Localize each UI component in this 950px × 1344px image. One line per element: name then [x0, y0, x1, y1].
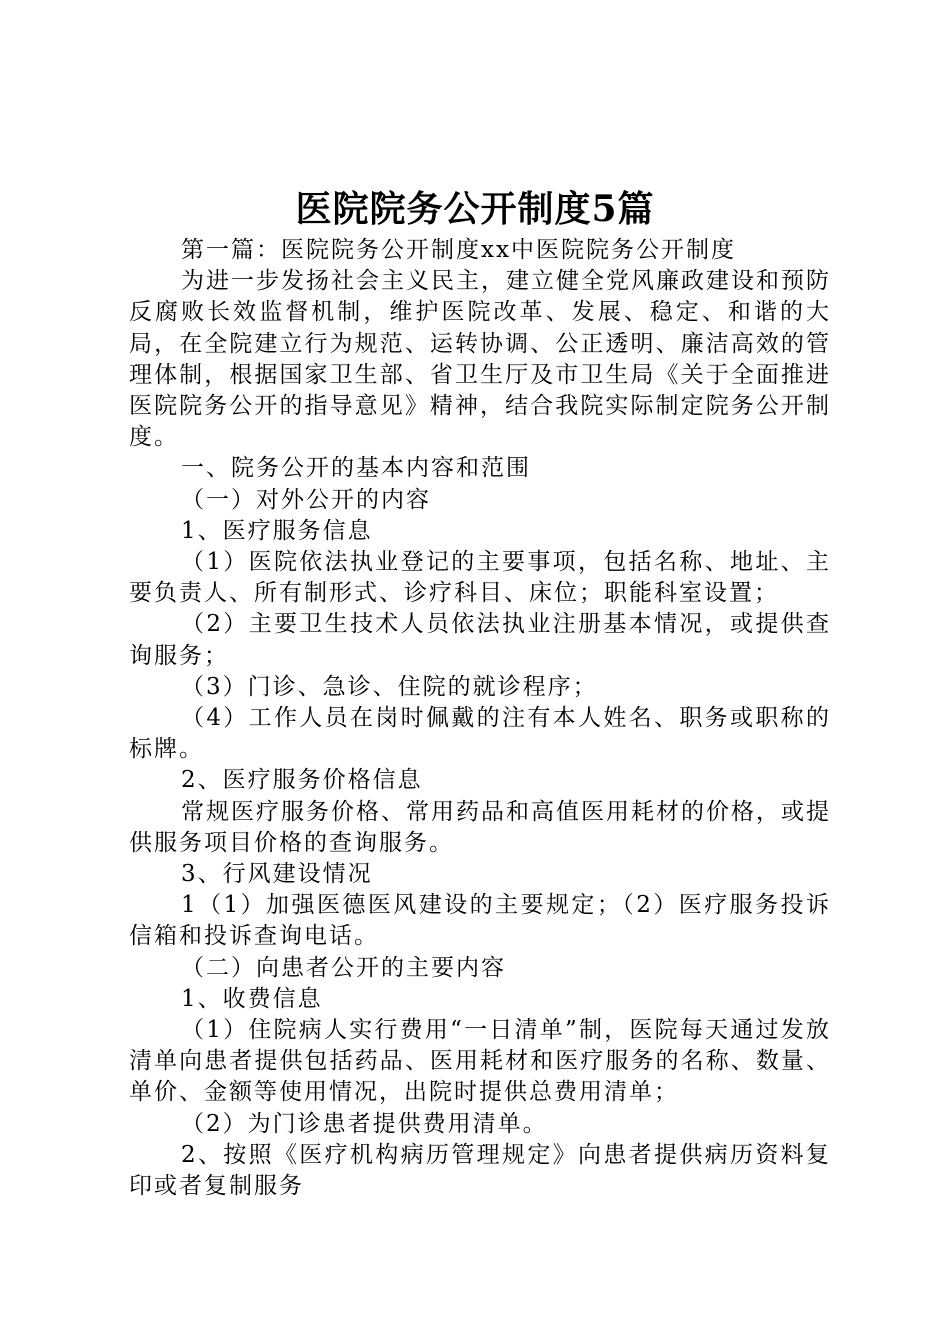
list-heading: 1、医疗服务信息 — [181, 517, 373, 544]
list-item: （3）门诊、急诊、住院的就诊程序； — [181, 673, 598, 700]
list-item: （2）主要卫生技术人员依法执业注册基本情况，或提供查询服务； — [129, 611, 831, 669]
list-heading: 3、行风建设情况 — [181, 861, 373, 888]
paragraph: 1（1）加强医德医风建设的主要规定；（2）医疗服务投诉信箱和投诉查询电话。 — [129, 892, 831, 950]
paragraph: 为进一步发扬社会主义民主，建立健全党风廉政建设和预防反腐败长效监督机制，维护医院改革、发展、稳定、和谐的大局，在全院建立行为规范、运转协调、公正透明、廉洁高效的管理体制，根据国家卫生部、省卫生厅及市卫生局《关于全面推进医院院务公开的指导意见》精神，结合我院实际制定院务公开制度。 — [129, 268, 831, 451]
subsection-heading: （一）对外公开的内容 — [181, 486, 431, 513]
paragraph: 常规医疗服务价格、常用药品和高值医用耗材的价格，或提供服务项目价格的查询服务。 — [129, 798, 831, 856]
section-heading: 一、院务公开的基本内容和范围 — [181, 455, 531, 482]
subsection-heading: （二）向患者公开的主要内容 — [181, 954, 506, 981]
list-item: （4）工作人员在岗时佩戴的注有本人姓名、职务或职称的标牌。 — [129, 705, 831, 763]
document-body — [129, 235, 831, 1202]
list-heading: 2、按照《医疗机构病历管理规定》向患者提供病历资料复印或者复制服务 — [129, 1141, 831, 1200]
list-heading: 1、收费信息 — [181, 985, 323, 1012]
list-item: （2）为门诊患者提供费用清单。 — [181, 1110, 548, 1137]
list-item: （1）医院依法执业登记的主要事项，包括名称、地址、主要负责人、所有制形式、诊疗科目、床位；职能科室设置； — [129, 549, 831, 607]
list-heading: 2、医疗服务价格信息 — [181, 767, 423, 794]
section-heading: 第一篇：医院院务公开制度xx中医院院务公开制度 — [181, 237, 736, 263]
document-title: 医院院务公开制度5篇 — [295, 188, 655, 230]
list-item: （1）住院病人实行费用“一日清单”制，医院每天通过发放清单向患者提供包括药品、医用耗材和医疗服务的名称、数量、单价、金额等使用情况，出院时提供总费用清单； — [129, 1017, 831, 1106]
